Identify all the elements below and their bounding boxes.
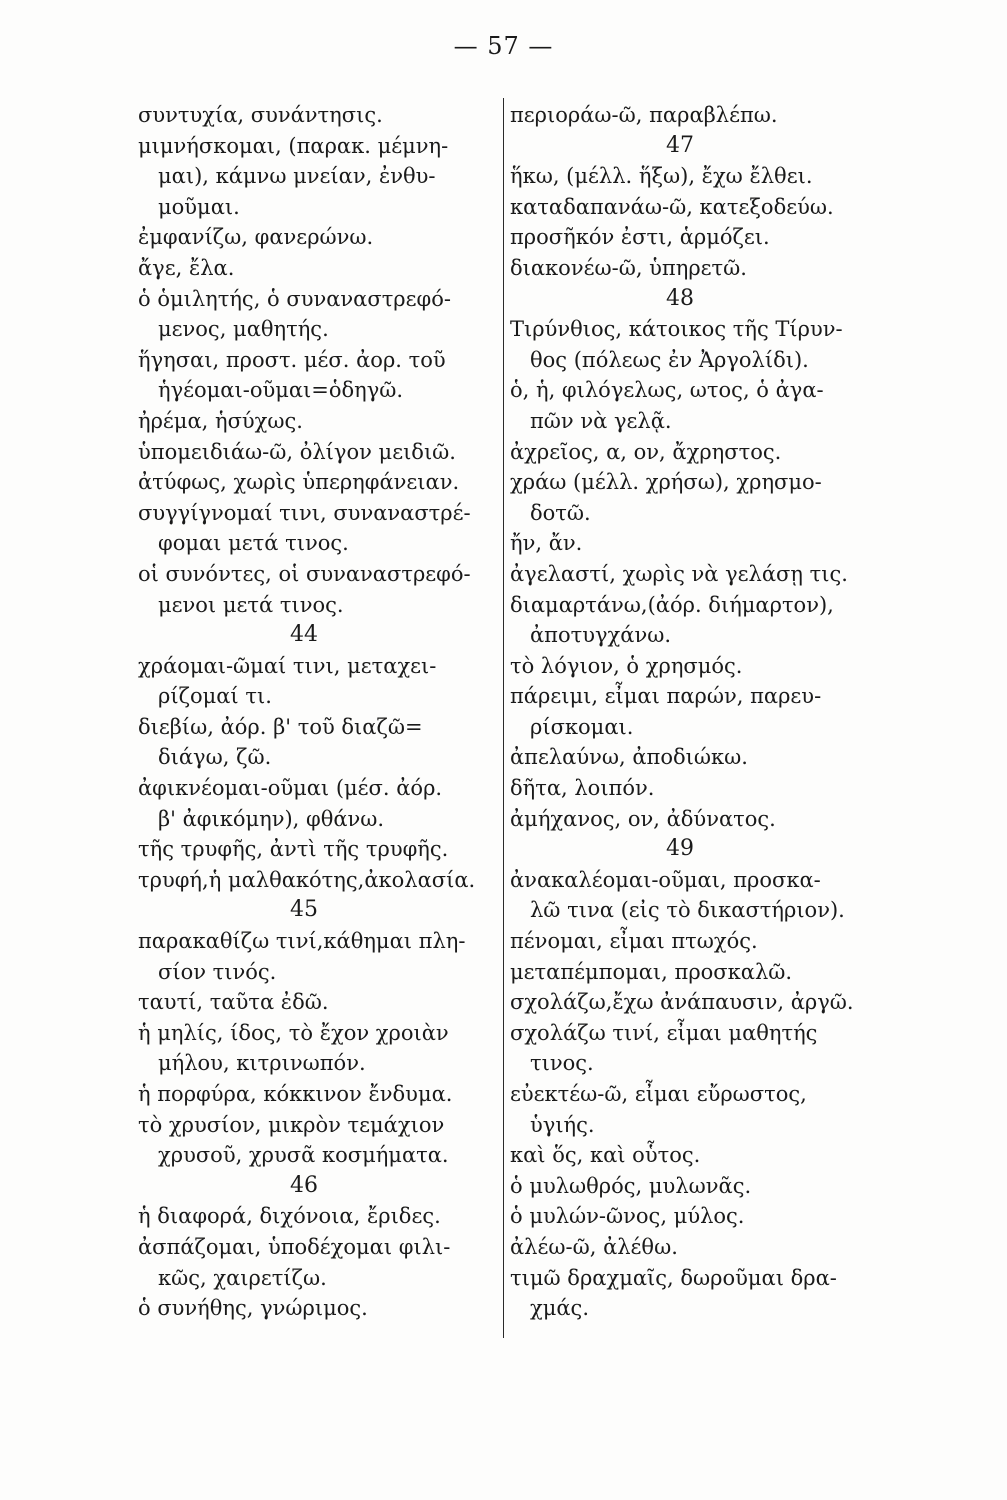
entry-continuation: ὑγιής. bbox=[530, 1112, 595, 1137]
glossary-entry: τιμῶ δραχμαῖς, δωροῦμαι δρα- bbox=[510, 1265, 837, 1290]
entry-continuation: μενος, μαθητής. bbox=[158, 317, 329, 342]
entry-continuation: διάγω, ζῶ. bbox=[158, 745, 272, 770]
glossary-entry: ἀτύφως, χωρὶς ὑπερηφάνειαν. bbox=[138, 470, 460, 495]
section-number: 48 bbox=[666, 285, 694, 311]
glossary-entry: Τιρύνθιος, κάτοικος τῆς Τίρυν- bbox=[510, 317, 843, 342]
glossary-entry: ὁ, ἡ, φιλόγελως, ωτος, ὁ ἀγα- bbox=[510, 378, 824, 403]
entry-continuation: πῶν νὰ γελᾷ. bbox=[530, 408, 672, 433]
glossary-entry: σχολάζω,ἔχω ἀνάπαυσιν, ἀργῶ. bbox=[510, 990, 854, 1015]
glossary-entry: χράομαι-ῶμαί τινι, μεταχει- bbox=[138, 653, 437, 678]
entry-continuation: χμάς. bbox=[530, 1296, 589, 1321]
glossary-entry: ἀπελαύνω, ἀποδιώκω. bbox=[510, 745, 748, 770]
glossary-entry: ταυτί, ταῦτα ἐδῶ. bbox=[138, 990, 329, 1015]
glossary-entry: ἡ διαφορά, διχόνοια, ἔριδες. bbox=[138, 1204, 441, 1229]
entry-continuation: μαι), κάμνω μνείαν, ἐνθυ- bbox=[158, 164, 436, 189]
glossary-entry: ἤν, ἄν. bbox=[510, 531, 583, 556]
glossary-entry: τρυφή,ἡ μαλθακότης,ἀκολασία. bbox=[138, 867, 476, 892]
page-number: — 57 — bbox=[453, 32, 554, 60]
glossary-entry: ἡ μηλίς, ίδος, τὸ ἔχον χροιὰν bbox=[138, 1020, 449, 1045]
entry-continuation: κῶς, χαιρετίζω. bbox=[158, 1265, 327, 1290]
entry-continuation: χρυσοῦ, χρυσᾶ κοσμήματα. bbox=[158, 1143, 449, 1168]
entry-continuation: ἀποτυγχάνω. bbox=[530, 623, 672, 648]
glossary-entry: οἱ συνόντες, οἱ συναναστρεφό- bbox=[138, 561, 471, 586]
glossary-entry: ἀχρεῖος, α, ον, ἄχρηστος. bbox=[510, 439, 782, 464]
glossary-entry: μεταπέμπομαι, προσκαλῶ. bbox=[510, 959, 793, 984]
glossary-entry: ἠρέμα, ἡσύχως. bbox=[138, 408, 303, 433]
glossary-entry: πένομαι, εἶμαι πτωχός. bbox=[510, 929, 758, 954]
glossary-entry: τὸ λόγιον, ὁ χρησμός. bbox=[510, 653, 743, 678]
glossary-entry: δῆτα, λοιπόν. bbox=[510, 776, 655, 801]
glossary-entry: ὑπομειδιάω-ῶ, ὀλίγον μειδιῶ. bbox=[138, 439, 456, 464]
glossary-entry: τὸ χρυσίον, μικρὸν τεμάχιον bbox=[138, 1112, 445, 1137]
entry-continuation: δοτῶ. bbox=[530, 500, 591, 525]
glossary-entry: καὶ ὅς, καὶ οὗτος. bbox=[510, 1143, 701, 1168]
glossary-entry: χράω (μέλλ. χρήσω), χρησμο- bbox=[510, 470, 822, 495]
glossary-entry: ἄγε, ἔλα. bbox=[138, 255, 235, 280]
glossary-entry: πάρειμι, εἶμαι παρών, παρευ- bbox=[510, 684, 822, 709]
glossary-entry: διαμαρτάνω,(ἀόρ. διήμαρτον), bbox=[510, 592, 834, 617]
glossary-entry: συγγίγνομαί τινι, συναναστρέ- bbox=[138, 500, 471, 525]
entry-continuation: ρίζομαί τι. bbox=[158, 684, 272, 709]
glossary-entry: ἀλέω-ῶ, ἀλέθω. bbox=[510, 1234, 678, 1259]
entry-continuation: ἡγέομαι-οῦμαι=ὁδηγῶ. bbox=[158, 378, 404, 403]
glossary-entry: ἀγελαστί, χωρὶς νὰ γελάσῃ τις. bbox=[510, 561, 848, 586]
entry-continuation: μενοι μετά τινος. bbox=[158, 592, 344, 617]
glossary-entry: ἥκω, (μέλλ. ἥξω), ἔχω ἔλθει. bbox=[510, 164, 813, 189]
entry-continuation: φομαι μετά τινος. bbox=[158, 531, 349, 556]
glossary-entry: σχολάζω τινί, εἶμαι μαθητής bbox=[510, 1020, 818, 1045]
glossary-entry: ὁ συνήθης, γνώριμος. bbox=[138, 1296, 368, 1321]
entry-continuation: μήλου, κιτρινωπόν. bbox=[158, 1051, 366, 1076]
section-number: 46 bbox=[290, 1172, 318, 1198]
glossary-entry: ἥγησαι, προστ. μέσ. ἀορ. τοῦ bbox=[138, 347, 446, 372]
glossary-entry: ὁ ὁμιλητής, ὁ συναναστρεφό- bbox=[138, 286, 451, 311]
glossary-entry: διεβίω, ἀόρ. β' τοῦ διαζῶ= bbox=[138, 714, 423, 739]
column-divider bbox=[503, 98, 504, 1338]
entry-continuation: λῶ τινα (εἰς τὸ δικαστήριον). bbox=[530, 898, 845, 923]
section-number: 45 bbox=[290, 897, 318, 923]
glossary-entry: μιμνήσκομαι, (παρακ. μέμνη- bbox=[138, 133, 449, 158]
glossary-entry: καταδαπανάω-ῶ, κατεξοδεύω. bbox=[510, 194, 834, 219]
glossary-entry: συντυχία, συνάντησις. bbox=[138, 103, 383, 127]
entry-continuation: ρίσκομαι. bbox=[530, 714, 634, 739]
glossary-entry: τῆς τρυφῆς, ἀντὶ τῆς τρυφῆς. bbox=[138, 837, 449, 862]
glossary-entry: παρακαθίζω τινί,κάθημαι πλη- bbox=[138, 929, 466, 954]
glossary-entry: προσῆκόν ἐστι, ἁρμόζει. bbox=[510, 225, 770, 250]
section-number: 47 bbox=[666, 132, 694, 158]
entry-continuation: μοῦμαι. bbox=[158, 194, 240, 219]
glossary-entry: ἀμήχανος, ον, ἀδύνατος. bbox=[510, 806, 776, 831]
glossary-entry: περιοράω-ῶ, παραβλέπω. bbox=[510, 103, 778, 127]
glossary-entry: ἐμφανίζω, φανερώνω. bbox=[138, 225, 374, 250]
glossary-entry: ὁ μυλωθρός, μυλωνᾶς. bbox=[510, 1173, 752, 1198]
glossary-entry: ἡ πορφύρα, κόκκινον ἔνδυμα. bbox=[138, 1082, 453, 1106]
entry-continuation: σίον τινός. bbox=[158, 959, 277, 984]
glossary-entry: ἀνακαλέομαι-οῦμαι, προσκα- bbox=[510, 867, 821, 892]
section-number: 44 bbox=[290, 622, 318, 648]
section-number: 49 bbox=[666, 836, 694, 862]
entry-continuation: θος (πόλεως ἐν Ἀργολίδι). bbox=[530, 347, 809, 372]
glossary-entry: ὁ μυλών-ῶνος, μύλος. bbox=[510, 1204, 745, 1229]
glossary-entry: εὐεκτέω-ῶ, εἶμαι εὔρωστος, bbox=[510, 1082, 807, 1106]
glossary-entry: ἀφικνέομαι-οῦμαι (μέσ. ἀόρ. bbox=[138, 776, 443, 801]
entry-continuation: β' ἀφικόμην), φθάνω. bbox=[158, 806, 385, 831]
entry-continuation: τινος. bbox=[530, 1051, 594, 1076]
right-column bbox=[510, 100, 890, 1324]
glossary-entry: ἀσπάζομαι, ὑποδέχομαι φιλι- bbox=[138, 1234, 451, 1259]
left-column bbox=[138, 100, 500, 1324]
glossary-entry: διακονέω-ῶ, ὑπηρετῶ. bbox=[510, 255, 747, 280]
